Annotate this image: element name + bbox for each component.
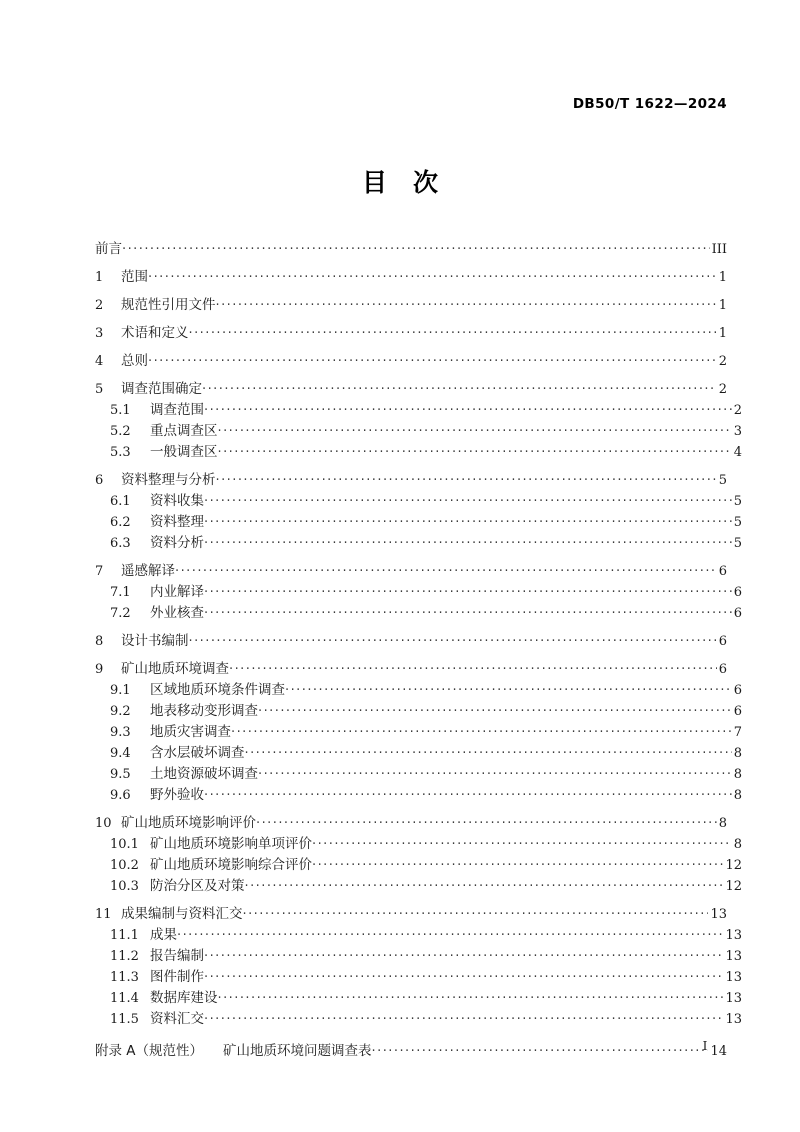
table-of-contents bbox=[95, 240, 742, 1059]
toc-leader-dots bbox=[175, 562, 717, 575]
toc-entry-label: 地表移动变形调查 bbox=[150, 703, 258, 719]
toc-entry[interactable] bbox=[95, 989, 742, 1006]
toc-entry[interactable] bbox=[95, 240, 727, 257]
toc-leader-dots bbox=[218, 422, 732, 435]
toc-entry-number: 3 bbox=[95, 326, 104, 341]
toc-entry-page: 8 bbox=[733, 788, 742, 803]
toc-entry-number: 7.2 bbox=[110, 606, 131, 621]
toc-entry-page: 3 bbox=[733, 424, 742, 439]
toc-leader-dots bbox=[216, 296, 717, 309]
toc-entry[interactable] bbox=[95, 492, 742, 509]
toc-entry-label: 范围 bbox=[121, 269, 148, 285]
toc-entry-page: 5 bbox=[733, 536, 742, 551]
toc-entry[interactable] bbox=[95, 513, 742, 530]
toc-entry-page: 13 bbox=[725, 1012, 742, 1027]
toc-entry-number: 7.1 bbox=[110, 585, 131, 600]
toc-entry-label: 区域地质环境条件调查 bbox=[150, 682, 285, 698]
toc-entry[interactable] bbox=[95, 1010, 742, 1027]
page-title-char-1: 目 bbox=[361, 168, 387, 197]
toc-entry[interactable] bbox=[95, 352, 727, 369]
toc-leader-dots bbox=[229, 660, 717, 673]
toc-entry-page: 8 bbox=[733, 746, 742, 761]
toc-entry-label: 矿山地质环境影响综合评价 bbox=[150, 857, 312, 873]
toc-entry-page: 5 bbox=[733, 494, 742, 509]
toc-entry-page: III bbox=[711, 242, 727, 257]
toc-entry-number: 10 bbox=[95, 816, 112, 831]
toc-entry[interactable] bbox=[95, 786, 742, 803]
toc-entry-page: 4 bbox=[733, 445, 742, 460]
toc-leader-dots bbox=[204, 604, 732, 617]
toc-entry-page: 2 bbox=[718, 354, 727, 369]
toc-leader-dots bbox=[177, 926, 723, 939]
toc-entry[interactable] bbox=[95, 765, 742, 782]
appendix-label: 矿山地质环境问题调查表 bbox=[223, 1042, 372, 1059]
toc-leader-dots bbox=[243, 905, 709, 918]
toc-entry-number: 5 bbox=[95, 382, 104, 397]
toc-entry-number: 11.2 bbox=[110, 949, 139, 964]
toc-leader-dots bbox=[122, 240, 710, 253]
toc-entry[interactable] bbox=[95, 877, 742, 894]
toc-entry-page: 7 bbox=[733, 725, 742, 740]
toc-leader-dots bbox=[204, 534, 732, 547]
toc-entry-label: 矿山地质环境调查 bbox=[121, 661, 229, 677]
toc-entry-number: 6.1 bbox=[110, 494, 131, 509]
toc-entry-label: 前言 bbox=[95, 241, 122, 257]
page-title-char-2: 次 bbox=[413, 168, 439, 197]
toc-entry-number: 11.3 bbox=[110, 970, 139, 985]
toc-entry-number: 4 bbox=[95, 354, 104, 369]
toc-entry-label: 资料收集 bbox=[150, 493, 204, 509]
toc-entry-number: 9.3 bbox=[110, 725, 131, 740]
toc-entry-number: 6.3 bbox=[110, 536, 131, 551]
toc-leader-dots bbox=[258, 765, 732, 778]
toc-entry-page: 2 bbox=[733, 403, 742, 418]
toc-entry-page: 13 bbox=[710, 907, 727, 922]
toc-entry-page: 6 bbox=[733, 606, 742, 621]
toc-entry-number: 10.2 bbox=[110, 858, 139, 873]
toc-entry-page: 6 bbox=[733, 683, 742, 698]
toc-entry-page: 6 bbox=[733, 704, 742, 719]
toc-entry-number: 2 bbox=[95, 298, 104, 313]
toc-leader-dots bbox=[312, 835, 732, 848]
toc-entry-number: 9.4 bbox=[110, 746, 131, 761]
toc-entry[interactable] bbox=[95, 562, 727, 579]
toc-entry-page: 13 bbox=[725, 970, 742, 985]
toc-entry-page: 1 bbox=[718, 270, 727, 285]
toc-entry[interactable] bbox=[95, 324, 727, 341]
toc-entry-label: 重点调查区 bbox=[150, 423, 218, 439]
toc-leader-dots bbox=[204, 583, 732, 596]
toc-entry-label: 资料整理与分析 bbox=[121, 472, 216, 488]
toc-entry-number: 10.1 bbox=[110, 837, 139, 852]
toc-entry-page: 6 bbox=[718, 634, 727, 649]
toc-entry-page: 6 bbox=[733, 585, 742, 600]
toc-entry-number: 9.5 bbox=[110, 767, 131, 782]
toc-entry-label: 矿山地质环境影响评价 bbox=[121, 815, 256, 831]
toc-entry-page: 13 bbox=[725, 928, 742, 943]
toc-entry[interactable] bbox=[95, 604, 742, 621]
toc-entry-number: 10.3 bbox=[110, 879, 139, 894]
toc-entry-label: 遥感解译 bbox=[121, 563, 175, 579]
toc-entry-number: 5.1 bbox=[110, 403, 131, 418]
toc-entry[interactable] bbox=[95, 814, 727, 831]
toc-leader-dots bbox=[148, 268, 717, 281]
toc-leader-dots bbox=[204, 947, 723, 960]
toc-entry[interactable] bbox=[95, 422, 742, 439]
toc-entry-page: 5 bbox=[733, 515, 742, 530]
toc-entry[interactable] bbox=[95, 835, 742, 852]
toc-entry-page: 1 bbox=[718, 298, 727, 313]
toc-entry-label: 内业解译 bbox=[150, 584, 204, 600]
toc-leader-dots bbox=[204, 492, 732, 505]
toc-entry-number: 5.2 bbox=[110, 424, 131, 439]
toc-leader-dots bbox=[189, 632, 717, 645]
toc-entry-page: 8 bbox=[733, 837, 742, 852]
toc-entry-number: 11.4 bbox=[110, 991, 139, 1006]
toc-entry-label: 野外验收 bbox=[150, 787, 204, 803]
toc-entry[interactable] bbox=[95, 471, 727, 488]
toc-entry-label: 设计书编制 bbox=[121, 633, 189, 649]
toc-entry-number: 9.6 bbox=[110, 788, 131, 803]
toc-entry-number: 7 bbox=[95, 564, 104, 579]
toc-leader-dots bbox=[231, 723, 732, 736]
toc-entry-label: 术语和定义 bbox=[121, 325, 189, 341]
toc-entry-label: 资料整理 bbox=[150, 514, 204, 530]
toc-entry[interactable] bbox=[95, 947, 742, 964]
toc-entry-page: 12 bbox=[725, 858, 742, 873]
toc-entry[interactable] bbox=[95, 905, 727, 922]
toc-leader-dots bbox=[204, 968, 723, 981]
toc-entry-number: 11.1 bbox=[110, 928, 139, 943]
toc-entry-label: 数据库建设 bbox=[150, 990, 218, 1006]
toc-entry-label: 外业核查 bbox=[150, 605, 204, 621]
toc-entry[interactable] bbox=[95, 660, 727, 677]
toc-entry-page: 5 bbox=[718, 473, 727, 488]
toc-leader-dots bbox=[245, 744, 732, 757]
toc-entry-label: 成果 bbox=[150, 927, 177, 943]
toc-entry[interactable] bbox=[95, 632, 727, 649]
toc-leader-dots bbox=[285, 681, 732, 694]
toc-entry-label: 资料汇交 bbox=[150, 1011, 204, 1027]
toc-entry-label: 防治分区及对策 bbox=[150, 878, 245, 894]
toc-entry-label: 总则 bbox=[121, 353, 148, 369]
toc-entry-label: 规范性引用文件 bbox=[121, 297, 216, 313]
toc-entry-page: 1 bbox=[718, 326, 727, 341]
toc-entry-number: 6.2 bbox=[110, 515, 131, 530]
toc-entry-label: 成果编制与资料汇交 bbox=[121, 906, 243, 922]
toc-entry-label: 土地资源破坏调查 bbox=[150, 766, 258, 782]
toc-entry-page: 6 bbox=[718, 564, 727, 579]
toc-entry[interactable] bbox=[95, 401, 742, 418]
toc-entry-number: 11.5 bbox=[110, 1012, 139, 1027]
toc-entry[interactable] bbox=[95, 702, 742, 719]
toc-leader-dots bbox=[148, 352, 717, 365]
toc-entry-number: 11 bbox=[95, 907, 112, 922]
toc-entry-page: 13 bbox=[725, 949, 742, 964]
toc-entry-page: 12 bbox=[725, 879, 742, 894]
toc-leader-dots bbox=[189, 324, 717, 337]
toc-leader-dots bbox=[202, 380, 717, 393]
toc-leader-dots bbox=[245, 877, 724, 890]
toc-leader-dots bbox=[216, 471, 717, 484]
toc-leader-dots bbox=[204, 513, 732, 526]
toc-leader-dots bbox=[204, 1010, 723, 1023]
toc-leader-dots bbox=[218, 989, 724, 1002]
toc-leader-dots bbox=[258, 702, 732, 715]
page-title bbox=[0, 163, 800, 199]
toc-entry[interactable] bbox=[95, 443, 742, 460]
toc-entry-number: 9.1 bbox=[110, 683, 131, 698]
toc-entry-label: 图件制作 bbox=[150, 969, 204, 985]
toc-entry[interactable] bbox=[95, 723, 742, 740]
toc-entry-page: 2 bbox=[718, 382, 727, 397]
toc-entry-label: 报告编制 bbox=[150, 948, 204, 964]
toc-entry[interactable] bbox=[95, 296, 727, 313]
toc-entry-number: 5.3 bbox=[110, 445, 131, 460]
toc-entry[interactable] bbox=[95, 583, 742, 600]
standard-number-header: DB50/T 1622—2024 bbox=[572, 96, 727, 112]
toc-entry[interactable] bbox=[95, 744, 742, 761]
toc-entry-label: 调查范围 bbox=[150, 402, 204, 418]
toc-entry-label: 资料分析 bbox=[150, 535, 204, 551]
toc-entry-label: 地质灾害调查 bbox=[150, 724, 231, 740]
toc-entry-number: 8 bbox=[95, 634, 104, 649]
toc-entry[interactable] bbox=[95, 926, 742, 943]
toc-leader-dots bbox=[256, 814, 717, 827]
toc-entry-label: 含水层破坏调查 bbox=[150, 745, 245, 761]
toc-entry[interactable] bbox=[95, 968, 742, 985]
toc-entry-page: 13 bbox=[725, 991, 742, 1006]
toc-leader-dots bbox=[204, 786, 732, 799]
appendix-page: 14 bbox=[710, 1043, 727, 1059]
toc-leader-dots bbox=[312, 856, 723, 869]
toc-entry[interactable] bbox=[95, 681, 742, 698]
toc-entry-number: 1 bbox=[95, 270, 104, 285]
toc-entry[interactable] bbox=[95, 380, 727, 397]
toc-entry[interactable] bbox=[95, 268, 727, 285]
toc-entry-label: 一般调查区 bbox=[150, 444, 218, 460]
toc-entry-page: 8 bbox=[733, 767, 742, 782]
folio-number: I bbox=[702, 1039, 708, 1053]
toc-entry-number: 6 bbox=[95, 473, 104, 488]
toc-entry-page: 8 bbox=[718, 816, 727, 831]
toc-entry-label: 调查范围确定 bbox=[121, 381, 202, 397]
toc-entry-page: 6 bbox=[718, 662, 727, 677]
toc-leader-dots bbox=[204, 401, 732, 414]
toc-entry[interactable] bbox=[95, 856, 742, 873]
toc-entry[interactable] bbox=[95, 534, 742, 551]
page-folio bbox=[0, 1039, 800, 1053]
toc-leader-dots bbox=[218, 443, 732, 456]
toc-entry-label: 矿山地质环境影响单项评价 bbox=[150, 836, 312, 852]
appendix-prefix: 附录 A（规范性） bbox=[95, 1042, 204, 1059]
toc-entry-number: 9 bbox=[95, 662, 104, 677]
toc-entry-number: 9.2 bbox=[110, 704, 131, 719]
